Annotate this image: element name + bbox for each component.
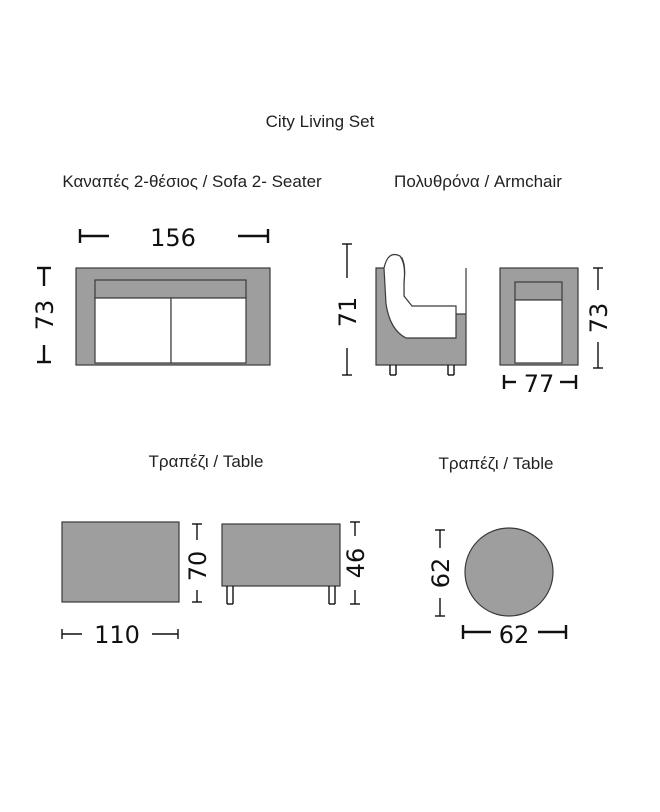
armchair-front-height-dimension — [585, 268, 613, 368]
table-rect-width-value: 110 — [94, 621, 140, 649]
armchair-side-height-dimension — [334, 244, 362, 375]
sofa-drawing — [76, 268, 270, 365]
armchair-side-drawing — [376, 255, 466, 376]
table-round-label: Τραπέζι / Table — [438, 454, 554, 473]
table-rect-height-dimension — [342, 522, 370, 604]
table-rect-side-drawing — [222, 524, 340, 604]
sofa-height-value: 73 — [31, 299, 59, 331]
table-round-horizontal-dimension — [463, 621, 566, 649]
table-rect-top — [62, 522, 179, 602]
sofa-height-dimension — [31, 268, 59, 362]
sofa-width-value: 156 — [150, 224, 196, 252]
table-rect-depth-dimension — [184, 524, 212, 602]
armchair-front-backrest — [515, 282, 562, 300]
table-rect-top-drawing — [62, 522, 179, 602]
table-rect-side-body — [222, 524, 340, 586]
armchair-front-seat — [515, 300, 562, 363]
armchair-side-backrest — [384, 255, 456, 339]
table-round-top — [465, 528, 553, 616]
table-rect-label: Τραπέζι / Table — [148, 452, 264, 471]
table-rect-height-value: 46 — [342, 547, 370, 579]
table-round-vertical-dimension — [427, 530, 455, 616]
armchair-side-height-value: 71 — [334, 296, 362, 328]
armchair-front-drawing — [500, 268, 578, 365]
sofa-label: Καναπές 2-θέσιος / Sofa 2- Seater — [62, 172, 322, 191]
sofa-width-dimension — [80, 224, 268, 252]
sofa-seat-cushion-left — [95, 298, 171, 363]
table-rect-width-dimension — [62, 621, 178, 649]
set-title: City Living Set — [265, 112, 375, 131]
armchair-front-width-dimension — [504, 370, 576, 398]
sofa-seat-cushion-right — [171, 298, 246, 363]
table-rect-depth-value: 70 — [184, 550, 212, 582]
armchair-front-height-value: 73 — [585, 302, 613, 334]
table-round-horizontal-value: 62 — [498, 621, 530, 649]
table-round-drawing — [465, 528, 553, 616]
armchair-front-width-value: 77 — [523, 370, 555, 398]
sofa-backrest — [95, 280, 246, 298]
table-round-vertical-value: 62 — [427, 557, 455, 589]
armchair-label: Πολυθρόνα / Armchair — [394, 172, 562, 191]
